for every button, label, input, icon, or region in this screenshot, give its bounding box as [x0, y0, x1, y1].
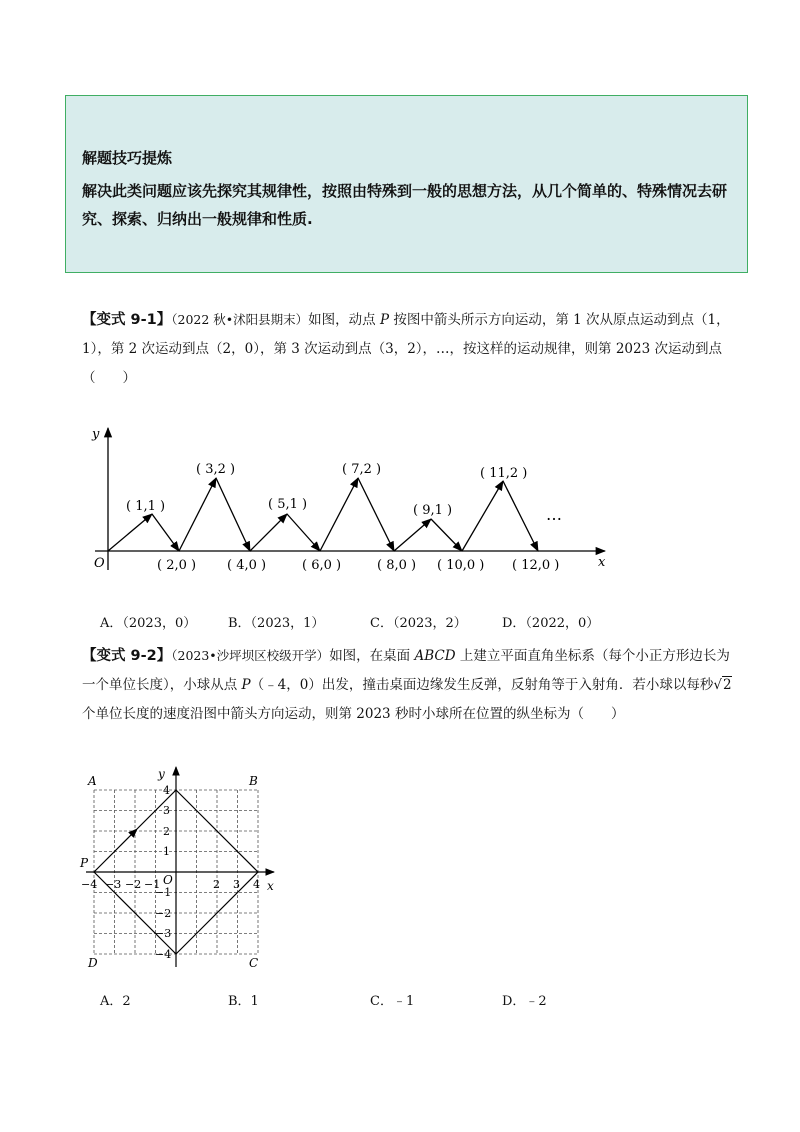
question-source: （2023•沙坪坝区校级开学）	[171, 648, 330, 663]
corner-c: C	[249, 956, 259, 970]
variable-p: P	[379, 312, 390, 328]
options-9-1	[100, 612, 740, 632]
y-tick: −2	[155, 907, 172, 920]
point-label: ( 8,0 )	[377, 558, 417, 573]
path-segments	[108, 478, 538, 551]
x-tick: 2	[213, 878, 220, 891]
question-text: 个单位长度的速度沿图中箭头方向运动，则第 2023 秒时小球所在位置的纵坐标为（ ）	[82, 706, 625, 722]
y-tick: −1	[155, 886, 172, 899]
x-tick: −4	[81, 878, 98, 891]
corner-b: B	[249, 774, 258, 788]
x-tick: −3	[105, 878, 122, 891]
point-label: ( 3,2 )	[196, 462, 236, 477]
option-b[interactable]: B．1	[228, 994, 259, 1009]
y-tick: 2	[163, 825, 170, 838]
ellipsis: …	[546, 505, 562, 524]
option-b[interactable]: B．（2023，1）	[228, 616, 325, 631]
options-9-2	[100, 990, 740, 1010]
question-tag: 【变式 9-1】	[82, 312, 172, 328]
question-text: 如图，动点	[308, 312, 380, 328]
point-label: ( 10,0 )	[437, 558, 485, 573]
x-tick: −2	[125, 878, 142, 891]
corner-d: D	[88, 956, 98, 970]
point-label: ( 1,1 )	[126, 499, 166, 514]
point-label: ( 2,0 )	[157, 558, 197, 573]
origin-label: O	[94, 556, 105, 571]
option-c[interactable]: C．﹣1	[370, 994, 415, 1009]
y-axis-label: y	[158, 767, 165, 781]
option-a[interactable]: A．（2023，0）	[100, 616, 197, 631]
point-label: ( 7,2 )	[342, 462, 382, 477]
option-a[interactable]: A．2	[100, 994, 131, 1009]
point-label: ( 5,1 )	[268, 497, 308, 512]
point-label: ( 6,0 )	[302, 558, 342, 573]
option-c[interactable]: C．（2023，2）	[370, 616, 467, 631]
x-tick: −1	[144, 878, 161, 891]
y-tick: −3	[155, 927, 172, 940]
question-9-2	[82, 641, 742, 729]
sqrt-sign: √	[713, 677, 722, 693]
question-9-1	[82, 305, 742, 393]
tips-body: 解决此类问题应该先探究其规律性，按照由特殊到一般的思想方法，从几个简单的、特殊情况去研究、探索、归纳出一般规律和性质.	[82, 182, 728, 228]
variable-abcd: ABCD	[414, 648, 456, 664]
point-label: ( 12,0 )	[512, 558, 560, 573]
tips-title: 解题技巧提炼	[82, 149, 173, 167]
table-coordinate-figure	[78, 762, 283, 977]
question-text: （﹣4，0）出发，撞击桌面边缘发生反弹，反射角等于入射角．若小球以每秒	[250, 677, 714, 693]
question-text: 按图中箭头所示方向运动，第 1 次从原点运动到点（1，1），第 2 次运动到点（2，0），第 3 次运动到点（3，2），…，按这样的运动规律，则第 2023 次运动到点（ ）	[82, 312, 730, 386]
question-text: 上建立平面直角坐标系（每个小正方形边长为一个单位长度），小球从点	[82, 648, 730, 693]
x-axis-label: x	[598, 555, 606, 570]
motion-path-figure	[80, 420, 620, 580]
corner-a: A	[88, 774, 97, 788]
option-d[interactable]: D．﹣2	[502, 994, 547, 1009]
origin-label: O	[163, 873, 173, 887]
y-tick: 3	[163, 804, 170, 817]
sqrt-radicand: 2	[722, 677, 732, 693]
x-tick: 4	[253, 878, 260, 891]
y-axis-label: y	[92, 427, 100, 442]
point-label: ( 11,2 )	[480, 466, 528, 481]
option-d[interactable]: D．（2022，0）	[502, 616, 600, 631]
y-tick: −4	[155, 948, 172, 961]
point-label: ( 9,1 )	[413, 503, 453, 518]
question-text: 如图，在桌面	[329, 648, 415, 664]
y-tick: 1	[163, 845, 170, 858]
x-tick: 3	[233, 878, 240, 891]
question-tag: 【变式 9-2】	[82, 648, 172, 664]
point-p: P	[80, 856, 89, 870]
x-axis-label: x	[267, 879, 274, 893]
variable-p: P	[241, 677, 251, 693]
question-source: （2022 秋•沭阳县期末）	[171, 312, 309, 327]
y-tick: 4	[163, 784, 170, 797]
point-label: ( 4,0 )	[227, 558, 267, 573]
tips-box	[65, 95, 748, 273]
